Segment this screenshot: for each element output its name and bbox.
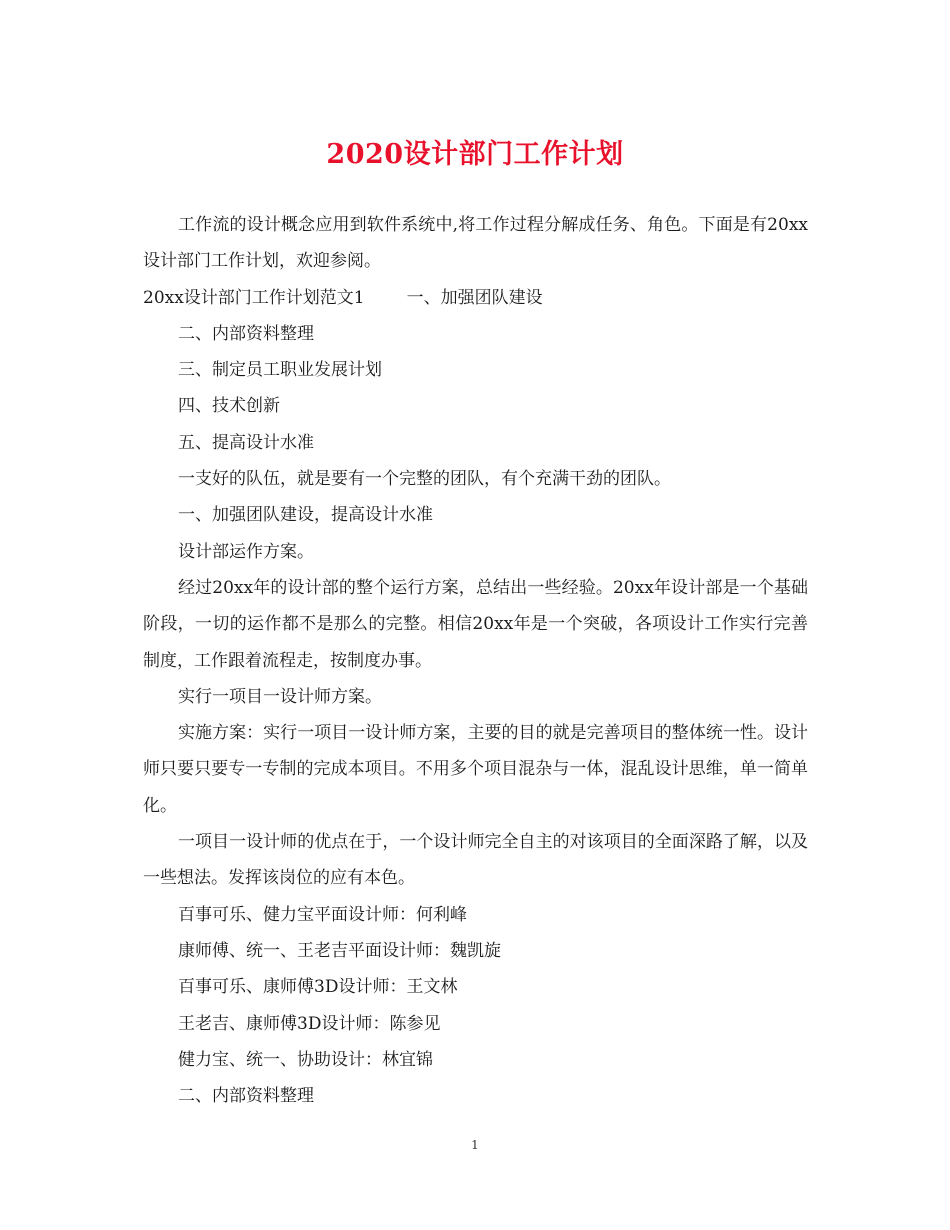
staff-assignment: 百事可乐、康师傅3D设计师：王文林 [178, 977, 458, 998]
body-paragraph: 一项目一设计师的优点在于，一个设计师完全自主的对该项目的全面深路了解，以及一些想法。发挥该岗位的应有本色。 [143, 832, 808, 889]
staff-assignment: 康师傅、统一、王老吉平面设计师：魏凯旋 [178, 940, 501, 961]
body-paragraph: 实行一项目一设计师方案。 [178, 686, 382, 707]
list-item: 五、提高设计水准 [178, 432, 314, 453]
body-paragraph: 设计部运作方案。 [178, 541, 314, 562]
subsection-heading: 一、加强团队建设，提高设计水准 [178, 505, 433, 526]
document-body [143, 207, 808, 1114]
list-item: 三、制定员工职业发展计划 [178, 360, 382, 381]
section-line [143, 280, 808, 316]
list-item: 四、技术创新 [178, 396, 280, 417]
intro-paragraph: 工作流的设计概念应用到软件系统中,将工作过程分解成任务、角色。下面是有20xx设计部门工作计划，欢迎参阅。 [143, 215, 808, 272]
body-paragraph: 经过20xx年的设计部的整个运行方案，总结出一些经验。20xx年设计部是一个基础阶段，一切的运作都不是那么的完整。相信20xx年是一个突破，各项设计工作实行完善制度，工作跟着流程走，按制度办事。 [143, 577, 808, 671]
spacer [365, 280, 407, 316]
body-paragraph: 一支好的队伍，就是要有一个完整的团队，有个充满干劲的团队。 [178, 469, 671, 490]
subsection-heading: 二、内部资料整理 [178, 1086, 314, 1107]
inline-heading: 一、加强团队建设 [406, 287, 543, 308]
staff-assignment: 百事可乐、健力宝平面设计师：何利峰 [178, 904, 467, 925]
body-paragraph: 实施方案：实行一项目一设计师方案，主要的目的就是完善项目的整体统一性。设计师只要只要专一专制的完成本项目。不用多个项目混杂与一体，混乱设计思维，单一简单化。 [143, 723, 808, 816]
staff-assignment: 王老吉、康师傅3D设计师：陈参见 [178, 1013, 441, 1034]
section-heading: 20xx设计部门工作计划范文1 [143, 287, 365, 308]
staff-assignment: 健力宝、统一、协助设计：林宜锦 [178, 1049, 433, 1070]
list-item: 二、内部资料整理 [178, 323, 314, 344]
page-title: 2020设计部门工作计划 [326, 139, 624, 170]
page-number: 1 [471, 1138, 479, 1152]
